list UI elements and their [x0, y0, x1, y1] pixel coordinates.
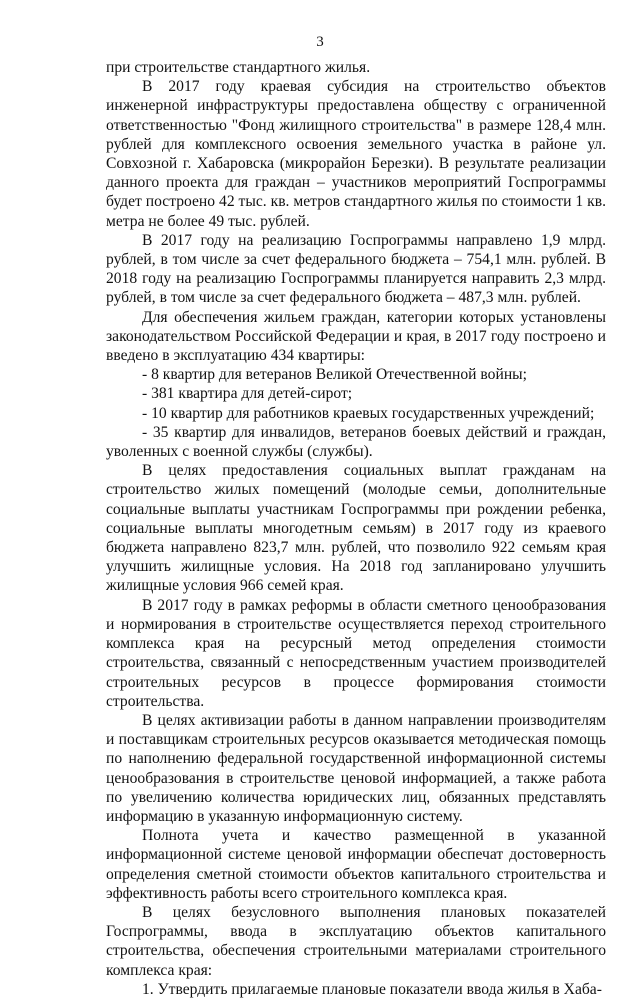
document-body: [106, 58, 606, 999]
list-item-disabled-veterans: - 35 квартир для инвалидов, ветеранов боевых действий и граждан, уволенных с военной службы (службы).: [106, 423, 606, 461]
paragraph-pricing-reform: В 2017 году в рамках реформы в области сметного ценообразования и нормирования в строительстве осуществляется переход строительного комплекса края на ресурсный метод определения стоимости строительства, связанный с непосредственным участием производителей строительных ресурсов в процессе формирования стоимости строительства.: [106, 596, 606, 710]
paragraph-continuation: при строительстве стандартного жилья.: [106, 59, 371, 76]
paragraph-resolution-item-1: 1. Утвердить прилагаемые плановые показатели ввода жилья в Хаба-: [142, 980, 602, 998]
paragraph-program-funding: В 2017 году на реализацию Госпрограммы направлено 1,9 млрд. рублей, в том числе за счет федерального бюджета – 754,1 млн. рублей. В 2018 году на реализацию Госпрограммы планируется направить 2,3 млрд. рублей, в том числе за счет федерального бюджета – 487,3 млн. рублей.: [106, 231, 606, 307]
paragraph-social-payments: В целях предоставления социальных выплат гражданам на строительство жилых помещений (молодые семьи, дополнительные социальные выплаты участникам Госпрограммы при рождении ребенка, социальные выплаты многодетным семьям) в 2017 году из краевого бюджета направлено 823,7 млн. рублей, что позволило 922 семьям края улучшить жилищные условия. На 2018 год запланировано улучшить жилищные условия 966 семей края.: [106, 462, 606, 595]
list-item-orphans: - 381 квартира для детей-сирот;: [142, 385, 353, 403]
paragraph-program-targets: В целях безусловного выполнения плановых показателей Госпрограммы, ввода в эксплуатацию объектов капитального строительства, обеспечения строительными материалами строительного комплекса края:: [106, 903, 606, 979]
paragraph-infrastructure-subsidy: В 2017 году краевая субсидия на строительство объектов инженерной инфраструктуры предоставлена обществу с ограниченной ответственностью "Фонд жилищного строительства" в размере 128,4 млн. рублей для комплексного освоения земельного участка в районе ул. Совхозной г. Хабаровска (микрорайон Березки). В результате реализации данного проекта для граждан – участников мероприятий Госпрограммы будет построено 42 тыс. кв. метров стандартного жилья по стоимости 1 кв. метра не более 49 тыс. рублей.: [106, 78, 606, 230]
list-item-veterans: - 8 квартир для ветеранов Великой Отечественной войны;: [142, 366, 527, 384]
page-number: 3: [316, 34, 324, 50]
paragraph-pricing-information: Полнота учета и качество размещенной в указанной информационной системе ценовой информации обеспечат достоверность определения сметной стоимости объектов капитального строительства и эффективность работы всего строительного комплекса края.: [106, 827, 606, 902]
paragraph-housing-categories: Для обеспечения жильем граждан, категории которых установлены законодательством Российской Федерации и края, в 2017 году построено и введено в эксплуатацию 434 квартиры:: [106, 308, 606, 365]
paragraph-methodical-assistance: В целях активизации работы в данном направлении производителям и поставщикам строительных ресурсов оказывается методическая помощь по наполнению федеральной государственной информационной системы ценообразования в строительстве ценовой информацией, а также работа по увеличению количества юридических лиц, обязанных представлять информацию в указанную информационную систему.: [106, 711, 606, 825]
list-item-state-workers: - 10 квартир для работников краевых государственных учреждений;: [142, 404, 595, 422]
